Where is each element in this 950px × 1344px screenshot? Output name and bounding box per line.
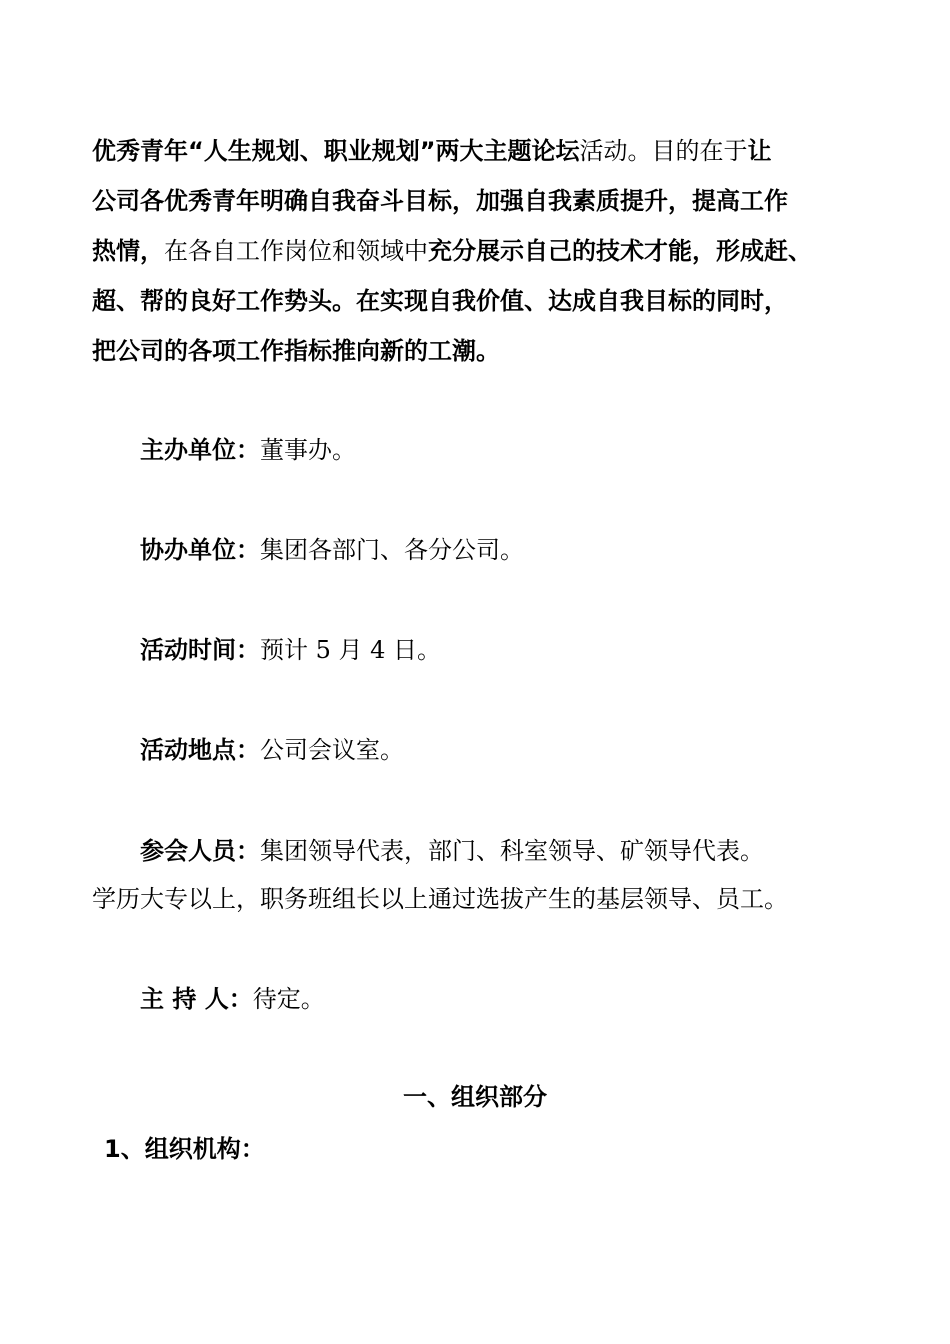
field-value: 公司会议室。 [260, 736, 404, 764]
intro-regular-text: 活动。目的在于 [579, 137, 748, 165]
field-co-organizer [140, 534, 524, 566]
field-label: 主办单位： [140, 436, 260, 464]
field-organizer [140, 434, 356, 466]
field-attendees-continuation: 学历大专以上，职务班组长以上通过选拔产生的基层领导、员工。 [92, 885, 788, 913]
field-label: 参会人员： [140, 837, 260, 865]
field-event-time [140, 634, 441, 666]
subsection-heading: 1、组织机构： [104, 1135, 265, 1163]
field-attendees [140, 835, 764, 867]
intro-bold-text: 优秀青年“人生规划、职业规划”两大主题论坛 [92, 137, 580, 165]
intro-line-1 [92, 135, 772, 167]
intro-line-5: 把公司的各项工作指标推向新的工潮。 [92, 337, 500, 365]
intro-bold-text: 充分展示自己的技术才能，形成赶、 [428, 237, 812, 265]
field-label: 协办单位： [140, 536, 260, 564]
field-value: 预计 5 月 4 日。 [260, 636, 442, 664]
intro-line-2: 公司各优秀青年明确自我奋斗目标，加强自我素质提升，提高工作 [92, 187, 788, 215]
field-host [140, 983, 325, 1015]
field-label: 主 持 人： [140, 985, 253, 1013]
section-heading: 一、组织部分 [403, 1083, 547, 1111]
intro-regular-text: 在各自工作岗位和领域中 [164, 237, 428, 265]
field-value: 董事办。 [260, 436, 356, 464]
field-value: 集团领导代表，部门、科室领导、矿领导代表。 [260, 837, 764, 865]
field-value: 待定。 [252, 985, 325, 1013]
field-event-location [140, 734, 404, 766]
intro-bold-text: 让 [747, 137, 772, 165]
intro-line-4: 超、帮的良好工作势头。在实现自我价值、达成自我目标的同时， [92, 287, 788, 315]
field-label: 活动地点： [140, 736, 260, 764]
field-value: 集团各部门、各分公司。 [260, 536, 524, 564]
intro-line-3 [92, 235, 812, 267]
field-label: 活动时间： [140, 636, 260, 664]
intro-bold-text: 热情， [92, 237, 164, 265]
